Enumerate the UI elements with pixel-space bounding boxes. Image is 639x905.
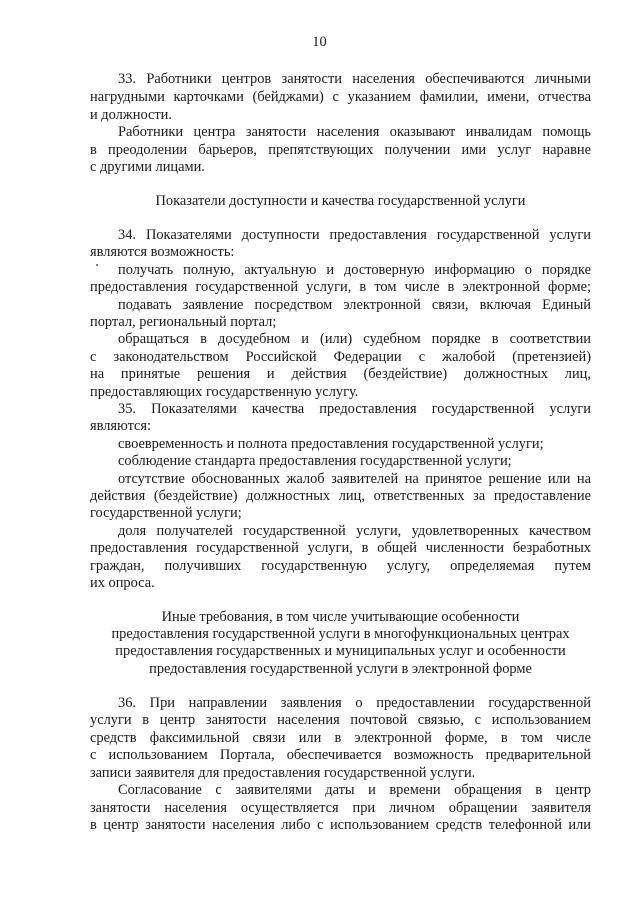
text-line: занятости населения осуществляется при личном обращении заявителя (90, 800, 591, 816)
text-line: являются: (90, 418, 152, 434)
text-line: соблюдение стандарта предоставления государственной услуги; (118, 453, 512, 469)
text-line: обращаться в досудебном и (или) судебном порядке в соответствии (118, 331, 591, 347)
text-line: услуги в центр занятости населения почтовой связью, с использованием (90, 712, 591, 728)
text-line: доля получателей государственной услуги, удовлетворенных качеством (118, 523, 591, 539)
text-line: нагрудными карточками (бейджами) с указанием фамилии, имени, отчества (90, 89, 591, 105)
text-line: 34. Показателями доступности предоставления государственной услуги (118, 227, 591, 243)
text-line: записи заявителя для предоставления государственной услуги. (90, 765, 476, 781)
text-line: граждан, получивших государственную услугу, определяемая путем (90, 558, 591, 574)
text-line: и должности. (90, 107, 172, 123)
text-line: с другими лицами. (90, 159, 205, 175)
text-line: их опроса. (90, 575, 155, 591)
text-line: действия (бездействие) должностных лиц, ответственных за предоставление (90, 488, 591, 504)
text-line: предоставления государственной услуги, в том числе в электронной форме; (90, 279, 591, 295)
section-heading: предоставления государственной услуги в электронной форме (149, 661, 532, 677)
text-line: 33. Работники центров занятости населения обеспечиваются личными (118, 71, 591, 87)
section-heading: Показатели доступности и качества государственной услуги (155, 193, 526, 209)
text-line: на принятые решения и действия (бездействие) должностных лиц, (90, 366, 591, 382)
text-line: подавать заявление посредством электронной связи, включая Единый (118, 297, 591, 313)
text-line: 36. При направлении заявления о предоставлении государственной (118, 695, 591, 711)
text-line: в преодолении барьеров, препятствующих получении ими услуг наравне (90, 142, 591, 158)
text-line: отсутствие обоснованных жалоб заявителей на принятое решение или на (118, 471, 591, 487)
text-line: с использованием Портала, обеспечивается возможность предварительной (90, 747, 591, 763)
section-heading: предоставления государственной услуги в многофункциональных центрах (111, 626, 570, 642)
text-line: предоставления государственной услуги, в общей численности безработных (90, 540, 591, 556)
text-line: средств факсимильной связи или в электронной форме, в том числе (90, 730, 591, 746)
text-line: с законодательством Российской Федерации с жалобой (претензией) (90, 349, 591, 365)
text-line: получать полную, актуальную и достоверную информацию о порядке (118, 262, 591, 278)
text-line: предоставляющих государственную услугу. (90, 384, 359, 400)
section-heading: предоставления государственных и муниципальных услуг и особенности (115, 643, 566, 659)
text-line: 35. Показателями качества предоставления государственной услуги (118, 401, 591, 417)
page-number: 10 (312, 34, 327, 50)
text-line: своевременность и полнота предоставления государственной услуги; (118, 436, 544, 452)
text-line: государственной услуги; (90, 505, 242, 521)
scan-speck (96, 264, 98, 266)
text-line: в центр занятости населения либо с использованием средств телефонной или (90, 817, 591, 833)
text-line: Согласование с заявителями даты и времени обращения в центр (118, 782, 591, 798)
text-line: являются возможность: (90, 244, 235, 260)
section-heading: Иные требования, в том числе учитывающие особенности (161, 609, 520, 625)
text-line: портал, региональный портал; (90, 314, 277, 330)
text-line: Работники центра занятости населения оказывают инвалидам помощь (118, 124, 591, 140)
